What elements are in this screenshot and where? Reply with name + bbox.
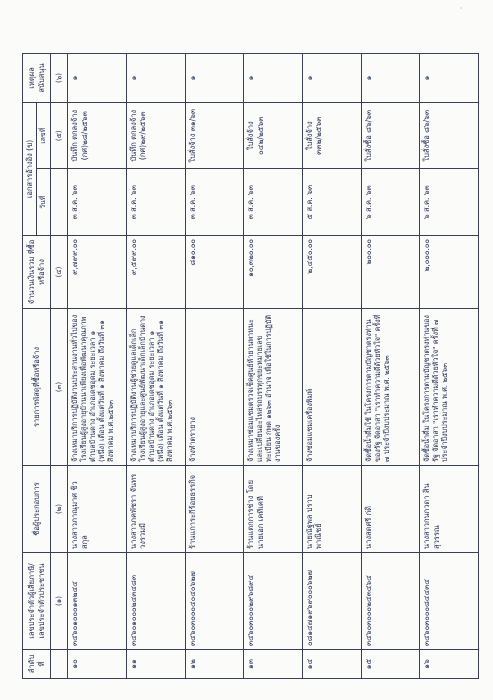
row-name: ร้านแการะกีร้อยธรรกิจ	[185, 466, 244, 553]
row-docno: บันทึก ตกลงจ้าง (กศ)๒๘/๒๕๖๓	[68, 103, 127, 170]
row-reason: ๑	[420, 54, 479, 103]
table-row	[68, 54, 127, 679]
row-no: ๑๒	[185, 650, 244, 679]
row-desc: จ้างเหมาซ่อมแซมตรวจเช็คศูนย์ห้ายานพาหนะและเปลี่ยนอะไหล่รถบรรทุกขยะหมายเลขทะเบียน กพด ๑๒๖๓ อำนาจ เพื่อใช้ในการปฏิบัติงานของครั้ง	[244, 309, 303, 466]
row-date: ๖ ส.ค. ๖๓	[361, 169, 420, 236]
table-row	[126, 54, 185, 679]
row-reason: ๑	[302, 54, 361, 103]
row-date: ๓ ส.ค. ๖๓	[126, 169, 185, 236]
row-tax-id: ๓๔๖๐๓๐๐๐๒๙๖๘๙๔	[244, 553, 303, 650]
row-date: ๓ ส.ค. ๖๓	[185, 169, 244, 236]
row-tax-id: ๓๔๖๐๓๐๐๐๒๔๓๔๖๔	[361, 553, 420, 650]
row-docno: ใบสั่งจ้าง ๐๔๒/๒๕๖๓	[244, 103, 303, 170]
header-no: ลำดับที่	[23, 650, 51, 679]
row-desc: จัดซื้อน้ำดื่มใช้ ในโครงการตามบัญชาตรงท่าน ของรัฐ จัดอาสา "เราทำความดีด้วยหัวใจ" ครั้งที่ ๗ ประจำปีงบประมาณ พ.ศ. ๒๕๖๓	[361, 309, 420, 466]
col-number: (๒)	[51, 466, 68, 553]
header-docno: เลขที่	[37, 103, 51, 170]
col-number: (๔)	[51, 236, 68, 309]
row-tax-id: ๓๔๖๐๑๐๐๐๒๔๓๔๘๓	[126, 553, 185, 650]
table-row	[302, 54, 361, 679]
row-amount: ๙,๕๙๙.๐๐	[126, 236, 185, 309]
row-reason: ๑	[361, 54, 420, 103]
header-reason: เหตุผลสนับสนุน	[23, 54, 51, 103]
row-name: นางสาวภคพัชรา จันทรวงรวมมี	[126, 466, 185, 553]
row-docno: ใบสั่งจ้าง ๓๓๒/๒๕๖๓	[302, 103, 361, 170]
row-amount: ๑๐,๓๒๐.๐๐	[244, 236, 303, 309]
row-amount: ๒๐๐.๐๐	[361, 236, 420, 309]
row-tax-id: ๓๔๖๐๓๐๐๐๘๔๔๓๔	[420, 553, 479, 650]
row-name: นางสดศรี ก่ดิ	[361, 466, 420, 553]
row-date: ๕ ส.ค. ๖๓	[302, 169, 361, 236]
header-tax-id: เลขประจำตัวผู้เสียภาษี/ เลขประจำตัวประชาชน	[23, 553, 51, 650]
row-name: นางสาวกนกวดา สินสุวรรณ	[420, 466, 479, 553]
row-amount: ๒,๔๕๐.๐๐	[302, 236, 361, 309]
row-amount: ๘๑๐.๐๐	[185, 236, 244, 309]
header-date: วันที่	[37, 169, 51, 236]
row-desc: จ้างซ่อมแซมเครื่องพิมพ์	[302, 309, 361, 466]
row-name: นายณัฐพล ปราบพาณิชย์	[302, 466, 361, 553]
row-reason: ๑	[68, 54, 127, 103]
table-row	[185, 54, 244, 679]
row-desc: จ้างเหมาบริการปฏิบัติงานประสานงานทั่วไปของโรงเรียนผู้สูงอายุบ้านนาเพียงเพื่อพัฒนาคุณภาพ ตำบลบ้านดาง อำเภอเดชอุดม ระยะเวลา ๑ (หนึ่ง) เดือน ตั้งแต่วันที่ ๑ สิงหาคม ถึงวันที่ ๓๑ สิงหาคม พ.ศ.๒๕๖๓	[68, 309, 127, 466]
column-number-row	[51, 54, 68, 679]
row-desc: จัดซื้อน้ำดื่ม ในโครงการตามบัญชาตรงท่านของรัฐ จัดอาสา "เราทำความดีด้วยหัวใจ" ครั้งที่ ๗ ประจำปีงบประมาณ พ.ศ. ๒๕๖๓	[420, 309, 479, 466]
header-name: ชื่อผู้ประกอบการ	[23, 466, 51, 553]
row-reason: ๑	[185, 54, 244, 103]
row-amount: ๒,๐๐๐.๐๐	[420, 236, 479, 309]
row-no: ๑๑	[126, 650, 185, 679]
table-row	[244, 54, 303, 679]
row-docno: ใบสั่งซื้อ ๘๖/๖๓	[420, 103, 479, 170]
col-number: (๓)	[51, 309, 68, 466]
row-tax-id: ๐๘๑๔๗๑๙๖๙๐๐๐๖๒๗	[302, 553, 361, 650]
col-number: (๖)	[51, 54, 68, 103]
procurement-table-rotated	[22, 53, 479, 679]
row-reason: ๑	[126, 54, 185, 103]
row-amount: ๙,๗๙๙.๐๐	[68, 236, 127, 309]
row-desc: จ้างเหมาบริการปฏิบัติงานผู้ช่วยดูแลเด็กเล็กโรงเรียนผู้สูงอายุและศูนย์พัฒนาเด็กเล็กบ้านดาง ตำบลบ้านดาง อำเภอเดชอุดม ระยะเวลา ๑ (หนึ่ง) เดือน ตั้งแต่วันที่ ๑ สิงหาคม ถึงวันที่ ๓๑ สิงหาคม พ.ศ.๒๕๖๓	[126, 309, 185, 466]
header-row	[23, 54, 37, 679]
row-tax-id: ๓๔๖๐๓๐๐๐๔๐๔๐๖๒๗	[185, 553, 244, 650]
row-reason: ๑	[244, 54, 303, 103]
row-no: ๑๕	[361, 650, 420, 679]
table-row	[420, 54, 479, 679]
row-name: ร้านแตกการช่าง โดยนายเอก เคทีเคที	[244, 466, 303, 553]
row-date: ๖ ส.ค. ๖๓	[420, 169, 479, 236]
table-row	[361, 54, 420, 679]
row-docno: ใบสั่งจ้าง ๓๑/๖๓	[185, 103, 244, 170]
row-name: นางสาวภาณุมาศ ชิวสกุล	[68, 466, 127, 553]
row-date: ๓ ส.ค. ๖๓	[244, 169, 303, 236]
header-ref: เอกสารอ้างอิง (ข)	[23, 103, 37, 236]
row-no: ๑๓	[244, 650, 303, 679]
header-desc: รายการพัสดุที่ซื้อหรือจ้าง	[23, 309, 51, 466]
row-tax-id: ๓๔๖๐๑๐๐๐๑๓๒๔๔	[68, 553, 127, 650]
table-body	[68, 54, 479, 679]
row-date: ๓ ส.ค. ๖๓	[68, 169, 127, 236]
row-no: ๑๖	[420, 650, 479, 679]
page-mark: °	[460, 7, 463, 13]
procurement-table	[22, 53, 479, 679]
row-no: ๑๔	[302, 650, 361, 679]
row-docno: ใบสั่งซื้อ ๘๖/๖๓	[361, 103, 420, 170]
header-amount: จำนวนเงินรวม ที่ซื้อหรือจ้าง	[23, 236, 51, 309]
row-docno: บันทึก ตกลงจ้าง (กศ)๒๙/๒๕๖๓	[126, 103, 185, 170]
col-number: (๕)	[51, 103, 68, 170]
col-number: (๑)	[51, 553, 68, 650]
row-desc: จ้างทำตรายาง	[185, 309, 244, 466]
row-no: ๑๐	[68, 650, 127, 679]
